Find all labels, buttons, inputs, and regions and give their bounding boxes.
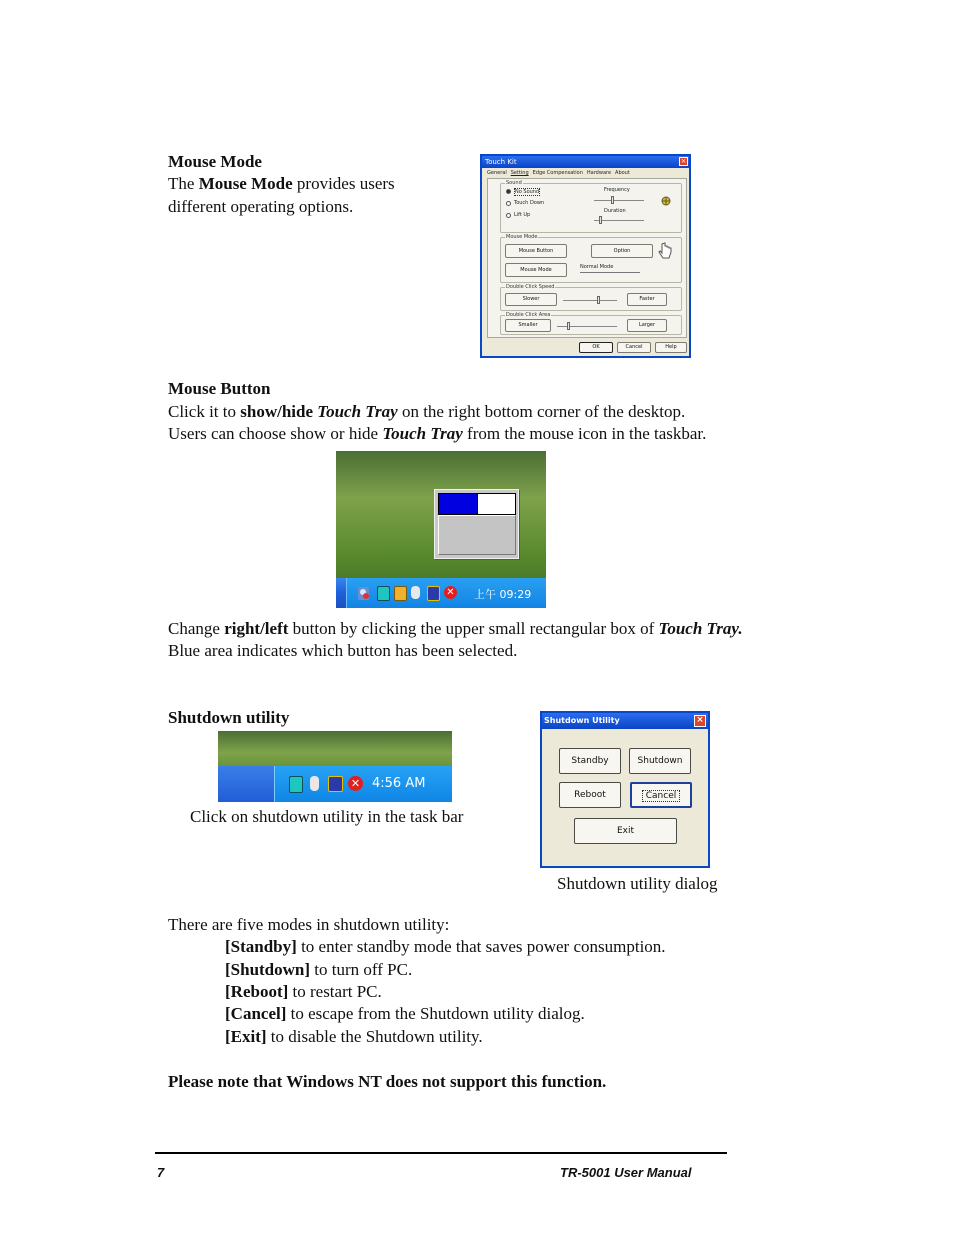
speaker-icon: [660, 194, 672, 206]
mouse-mode-heading: Mouse Mode: [168, 152, 262, 171]
mode-exit: [Exit] to disable the Shutdown utility.: [225, 1027, 483, 1046]
exit-button[interactable]: Exit: [574, 818, 677, 844]
double-click-area-group: [500, 312, 682, 335]
tab-edge-compensation[interactable]: Edge Compensation: [532, 170, 583, 176]
mouse-mode-text-line2: different operating options.: [168, 197, 354, 216]
touchkit-setting-panel: [487, 178, 687, 338]
shutdown-utility-icon[interactable]: [328, 776, 343, 792]
sound-group-label: Sound: [506, 180, 522, 186]
mouse-button-button[interactable]: Mouse Button: [505, 244, 567, 258]
radio-no-sound[interactable]: [506, 189, 511, 194]
double-click-speed-label: Double Click Speed: [506, 284, 555, 290]
close-icon[interactable]: ×: [680, 157, 687, 165]
mouse-mode-text-line1: The Mouse Mode provides users: [168, 174, 395, 193]
error-icon[interactable]: ✕: [348, 776, 363, 791]
shutdown-utility-icon[interactable]: [427, 586, 440, 601]
ok-button[interactable]: OK: [579, 342, 613, 353]
reboot-button[interactable]: Reboot: [559, 782, 621, 808]
mouse-mode-value: Normal Mode: [580, 264, 640, 273]
mouse-mode-group: [500, 234, 682, 283]
tab-general[interactable]: General: [487, 170, 507, 176]
network-icon[interactable]: [358, 587, 369, 600]
radio-lift-up-label: Lift Up: [514, 212, 531, 218]
slower-button[interactable]: Slower: [505, 293, 557, 306]
hand-pointer-icon: [658, 242, 672, 260]
duration-label: Duration: [604, 208, 626, 214]
duration-slider-thumb[interactable]: [599, 216, 602, 224]
taskbar: [336, 578, 546, 608]
page-number: 7: [157, 1165, 165, 1180]
shutdown-taskbar-screenshot: [218, 731, 452, 802]
mouse-button-text-line2: Users can choose show or hide Touch Tray from the mouse icon in the taskbar.: [168, 424, 707, 443]
tab-setting[interactable]: Setting: [510, 170, 529, 176]
mouse-button-text-line1: Click it to show/hide Touch Tray on the right bottom corner of the desktop.: [168, 402, 686, 421]
cancel-button[interactable]: Cancel: [617, 342, 651, 353]
speed-slider-thumb[interactable]: [597, 296, 600, 304]
manual-title: TR-5001 User Manual: [560, 1165, 692, 1180]
area-slider-thumb[interactable]: [567, 322, 570, 330]
mode-shutdown: [Shutdown] to turn off PC.: [225, 960, 413, 979]
footer-rule: [155, 1152, 727, 1154]
faster-button[interactable]: Faster: [627, 293, 667, 306]
mode-standby: [Standby] to enter standby mode that saves power consumption.: [225, 937, 666, 956]
touch-tray-right-button[interactable]: [478, 494, 515, 514]
touch-tray-screenshot: [336, 451, 546, 608]
double-click-speed-group: [500, 284, 682, 311]
touch-tray-window: [434, 489, 519, 559]
mouse-icon[interactable]: [411, 586, 420, 599]
touchkit-title-bar: [482, 156, 689, 168]
change-text-line2: Blue area indicates which button has been selected.: [168, 641, 518, 660]
touch-tray-body: [438, 515, 516, 555]
shutdown-button[interactable]: Shutdown: [629, 748, 691, 774]
radio-touch-down[interactable]: [506, 201, 511, 206]
shutdown-heading: Shutdown utility: [168, 708, 290, 727]
touchkit-tabs: [487, 170, 630, 176]
speed-slider-track: [563, 300, 617, 301]
touchkit-title: Touch Kit: [485, 158, 517, 166]
frequency-slider-thumb[interactable]: [611, 196, 614, 204]
area-slider-track: [557, 326, 617, 327]
windows-nt-note: Please note that Windows NT does not support this function.: [168, 1072, 607, 1091]
shutdown-dialog: [540, 711, 710, 868]
help-button[interactable]: Help: [655, 342, 687, 353]
touchkit-dialog: [480, 154, 691, 358]
taskbar: [218, 766, 452, 802]
shutdown-dialog-title: Shutdown Utility: [544, 716, 620, 725]
sound-group: [500, 180, 682, 233]
cancel-button[interactable]: Cancel: [630, 782, 692, 808]
touch-tray-left-button[interactable]: [439, 494, 477, 514]
radio-no-sound-label: No Sound: [515, 189, 540, 195]
taskbar-clock: 4:56 AM: [372, 776, 426, 791]
double-click-area-label: Double Click Area: [506, 312, 551, 318]
modes-intro: There are five modes in shutdown utility:: [168, 915, 450, 934]
frequency-slider-track: [594, 200, 644, 201]
larger-button[interactable]: Larger: [627, 319, 667, 332]
mouse-icon[interactable]: [310, 776, 319, 791]
mode-reboot: [Reboot] to restart PC.: [225, 982, 382, 1001]
error-icon[interactable]: ✕: [444, 586, 457, 599]
mode-cancel: [Cancel] to escape from the Shutdown utility dialog.: [225, 1004, 585, 1023]
monitor-icon[interactable]: [377, 586, 390, 601]
frequency-label: Frequency: [604, 187, 630, 193]
monitor-icon[interactable]: [289, 776, 303, 793]
mouse-mode-button[interactable]: Mouse Mode: [505, 263, 567, 277]
shutdown-dialog-title-bar: [542, 713, 708, 729]
display-icon[interactable]: [394, 586, 407, 601]
close-icon[interactable]: ×: [694, 715, 706, 727]
option-button[interactable]: Option: [591, 244, 653, 258]
tab-hardware[interactable]: Hardware: [586, 170, 612, 176]
radio-lift-up[interactable]: [506, 213, 511, 218]
radio-touch-down-label: Touch Down: [514, 200, 545, 206]
smaller-button[interactable]: Smaller: [505, 319, 551, 332]
touch-tray-button-box[interactable]: [438, 493, 516, 515]
taskbar-caption: Click on shutdown utility in the task bar: [190, 807, 464, 826]
tray-clock: 上午 09:29: [474, 588, 532, 601]
tab-about[interactable]: About: [615, 170, 630, 176]
mouse-button-heading: Mouse Button: [168, 379, 271, 398]
change-text-line1: Change right/left button by clicking the upper small rectangular box of Touch Tray.: [168, 619, 743, 638]
mouse-mode-group-label: Mouse Mode: [506, 234, 538, 240]
shutdown-dialog-caption: Shutdown utility dialog: [557, 874, 718, 893]
standby-button[interactable]: Standby: [559, 748, 621, 774]
